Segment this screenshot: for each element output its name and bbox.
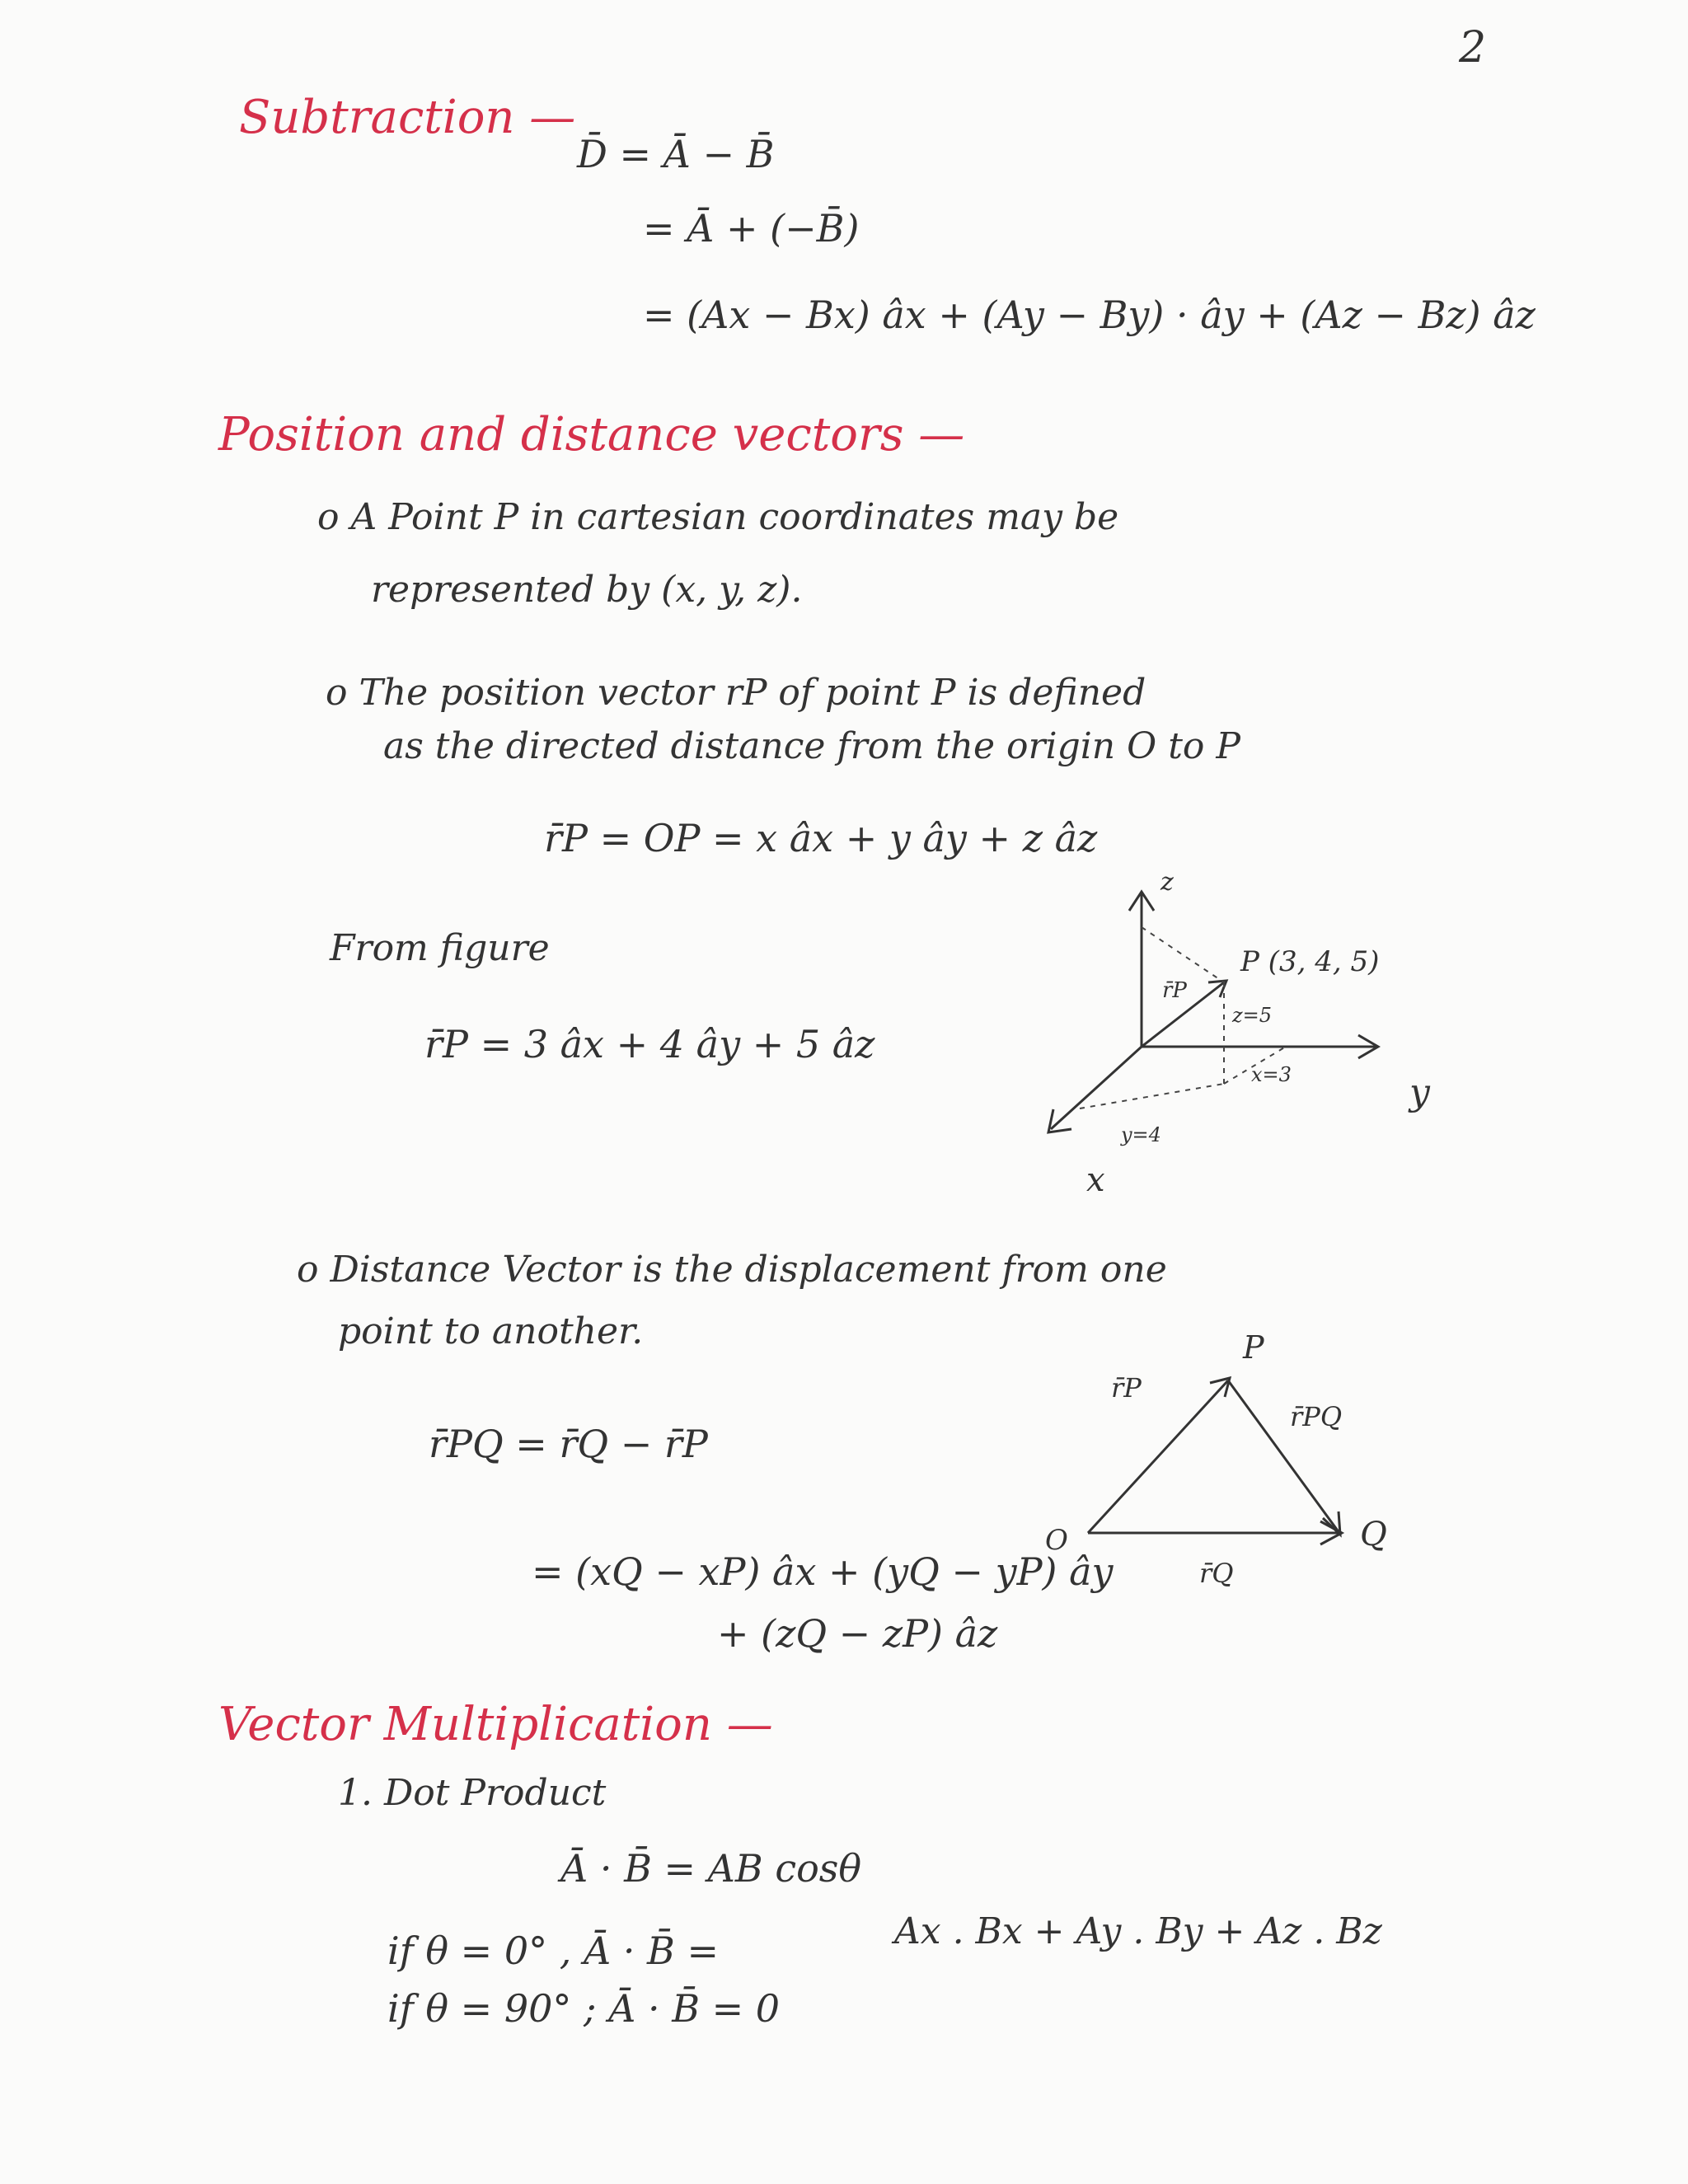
x-axis bbox=[1051, 1047, 1142, 1129]
y-eq-label: y=4 bbox=[1121, 1123, 1161, 1146]
position-bullet1-line2: represented by (x, y, z). bbox=[371, 569, 803, 611]
subtraction-eq3: = (Ax − Bx) âx + (Ay − By) · ây + (Az − Bz) âz bbox=[643, 293, 1536, 337]
point-q-label: Q bbox=[1360, 1516, 1387, 1554]
position-eq-rp: r̄P = OP = x âx + y ây + z âz bbox=[544, 816, 1098, 860]
coordinate-axes-figure bbox=[1022, 857, 1484, 1203]
distance-bullet-line1: o Distance Vector is the displacement from one bbox=[297, 1249, 1167, 1291]
multiplication-heading: Vector Multiplication — bbox=[218, 1698, 773, 1751]
point-p-label-2: P bbox=[1243, 1329, 1264, 1366]
rp-side bbox=[1088, 1380, 1228, 1533]
point-p-label: P (3, 4, 5) bbox=[1240, 945, 1380, 978]
position-bullet1-line1: o A Point P in cartesian coordinates may be bbox=[317, 496, 1119, 538]
dot-product-components: Ax . Bx + Ay . By + Az . Bz bbox=[894, 1910, 1382, 1952]
z-axis-label: z bbox=[1160, 868, 1174, 897]
dot-product-item: 1. Dot Product bbox=[338, 1772, 607, 1814]
position-bullet2-line1: o The position vector rP of point P is defined bbox=[326, 672, 1146, 714]
subtraction-eq2: = Ā + (−B̄) bbox=[643, 206, 860, 251]
distance-bullet-line2: point to another. bbox=[338, 1310, 644, 1352]
distance-eq2: = (xQ − xP) âx + (yQ − yP) ây bbox=[532, 1549, 1114, 1594]
origin-o-label: O bbox=[1045, 1524, 1068, 1557]
dot-product-eq: Ā · B̄ = AB cosθ bbox=[560, 1846, 862, 1891]
z-eq-label: z=5 bbox=[1232, 1004, 1273, 1027]
page-number: 2 bbox=[1459, 23, 1487, 73]
distance-eq3: + (zQ − zP) âz bbox=[717, 1611, 998, 1656]
position-bullet2-line2: as the directed distance from the origin O to P bbox=[383, 725, 1240, 767]
position-eq-rp-values: r̄P = 3 âx + 4 ây + 5 âz bbox=[424, 1022, 875, 1066]
subtraction-heading: Subtraction — bbox=[239, 91, 576, 144]
if-theta-zero: if θ = 0° , Ā · B̄ = bbox=[387, 1929, 720, 1973]
subtraction-eq1: D̄ = Ā − B̄ bbox=[577, 132, 775, 176]
position-heading: Position and distance vectors — bbox=[218, 408, 965, 462]
distance-eq1: r̄PQ = r̄Q − r̄P bbox=[429, 1422, 708, 1466]
rpq-label: r̄PQ bbox=[1290, 1401, 1343, 1432]
x-eq-label: x=3 bbox=[1251, 1063, 1292, 1086]
rq-label: r̄Q bbox=[1199, 1558, 1234, 1589]
x-axis-label: x bbox=[1086, 1161, 1105, 1199]
from-figure-label: From figure bbox=[330, 927, 550, 969]
distance-triangle-figure bbox=[1022, 1302, 1451, 1599]
rp-label: r̄P bbox=[1162, 978, 1187, 1003]
y-axis-label: y bbox=[1409, 1071, 1430, 1113]
rp-label-2: r̄P bbox=[1111, 1372, 1142, 1404]
if-theta-ninety: if θ = 90° ; Ā · B̄ = 0 bbox=[387, 1986, 781, 2031]
